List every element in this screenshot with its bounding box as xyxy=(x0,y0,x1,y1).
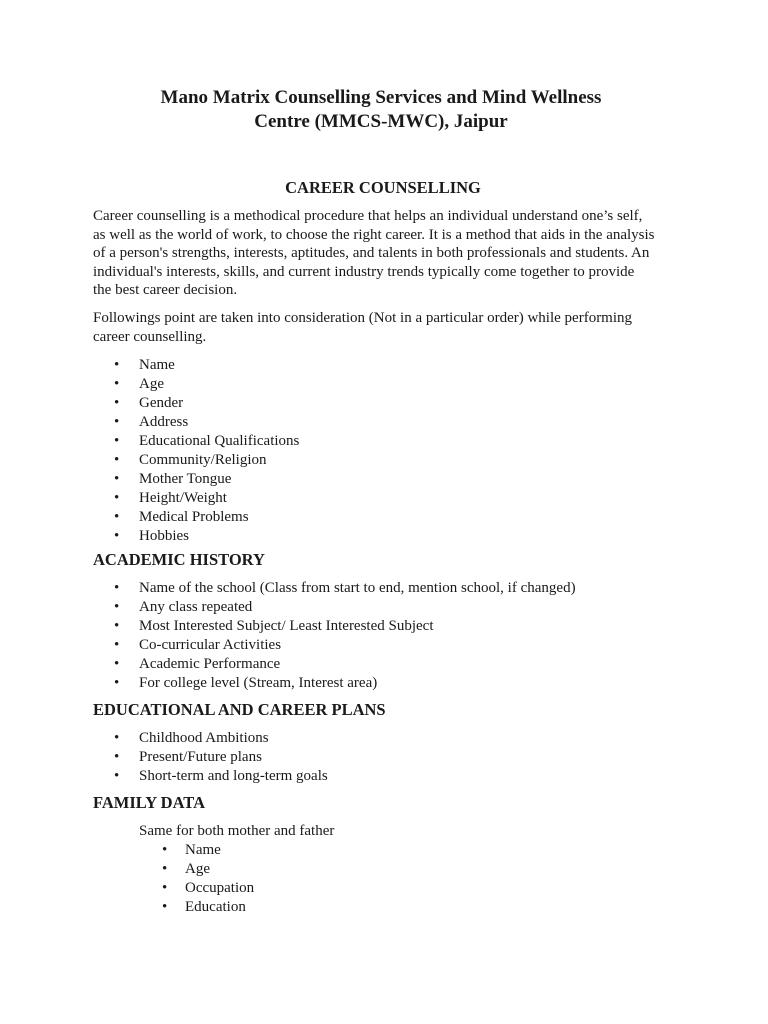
list-item: • Co-curricular Activities xyxy=(93,636,673,655)
list-item: • Childhood Ambitions xyxy=(93,729,673,748)
list-item: • Age xyxy=(93,860,673,879)
considerations-line: career counselling. xyxy=(93,328,207,345)
list-item: • Hobbies xyxy=(93,527,673,546)
educational-career-plans-list xyxy=(93,729,673,786)
intro-line: the best career decision. xyxy=(93,282,238,299)
considerations-line: Followings point are taken into consideration (Not in a particular order) while performing xyxy=(93,309,633,326)
family-data-list xyxy=(93,841,673,917)
list-item: • Short-term and long-term goals xyxy=(93,767,673,786)
organization-title-line-1: Mano Matrix Counselling Services and Mind Wellness xyxy=(160,87,602,108)
list-item: • Most Interested Subject/ Least Interested Subject xyxy=(93,617,673,636)
list-item: • Community/Religion xyxy=(93,451,673,470)
list-item: • For college level (Stream, Interest area) xyxy=(93,674,673,693)
document-page xyxy=(93,86,673,917)
list-item: • Medical Problems xyxy=(93,508,673,527)
list-item: • Mother Tongue xyxy=(93,470,673,489)
intro-line: Career counselling is a methodical procedure that helps an individual understand one’s self, xyxy=(93,208,643,224)
list-item: • Education xyxy=(93,898,673,917)
intro-line: individual's interests, skills, and current industry trends typically come together to provide xyxy=(93,263,635,280)
list-item: • Name xyxy=(93,356,673,375)
list-item: • Age xyxy=(93,375,673,394)
organization-title xyxy=(89,86,673,134)
list-item: • Any class repeated xyxy=(93,598,673,617)
personal-details-list xyxy=(93,356,673,546)
list-item: • Name xyxy=(93,841,673,860)
intro-paragraph xyxy=(93,207,673,300)
list-item: • Name of the school (Class from start to end, mention school, if changed) xyxy=(93,579,673,598)
career-counselling-heading: CAREER COUNSELLING xyxy=(285,178,481,197)
organization-title-line-2: Centre (MMCS-MWC), Jaipur xyxy=(254,111,508,132)
intro-line: of a person's strengths, interests, aptitudes, and talents in both professionals and students. An xyxy=(93,245,650,262)
list-item: • Occupation xyxy=(93,879,673,898)
academic-history-list xyxy=(93,579,673,693)
educational-career-plans-heading: EDUCATIONAL AND CAREER PLANS xyxy=(93,700,386,720)
academic-history-heading: ACADEMIC HISTORY xyxy=(93,550,265,570)
intro-line: as well as the world of work, to choose the right career. It is a method that aids in the analysis xyxy=(93,226,655,243)
list-item: • Educational Qualifications xyxy=(93,432,673,451)
considerations-paragraph xyxy=(93,309,673,346)
family-data-note: Same for both mother and father xyxy=(139,823,335,840)
list-item: • Height/Weight xyxy=(93,489,673,508)
list-item: • Gender xyxy=(93,394,673,413)
list-item: • Present/Future plans xyxy=(93,748,673,767)
family-data-heading: FAMILY DATA xyxy=(93,793,205,813)
list-item: • Address xyxy=(93,413,673,432)
list-item: • Academic Performance xyxy=(93,655,673,674)
